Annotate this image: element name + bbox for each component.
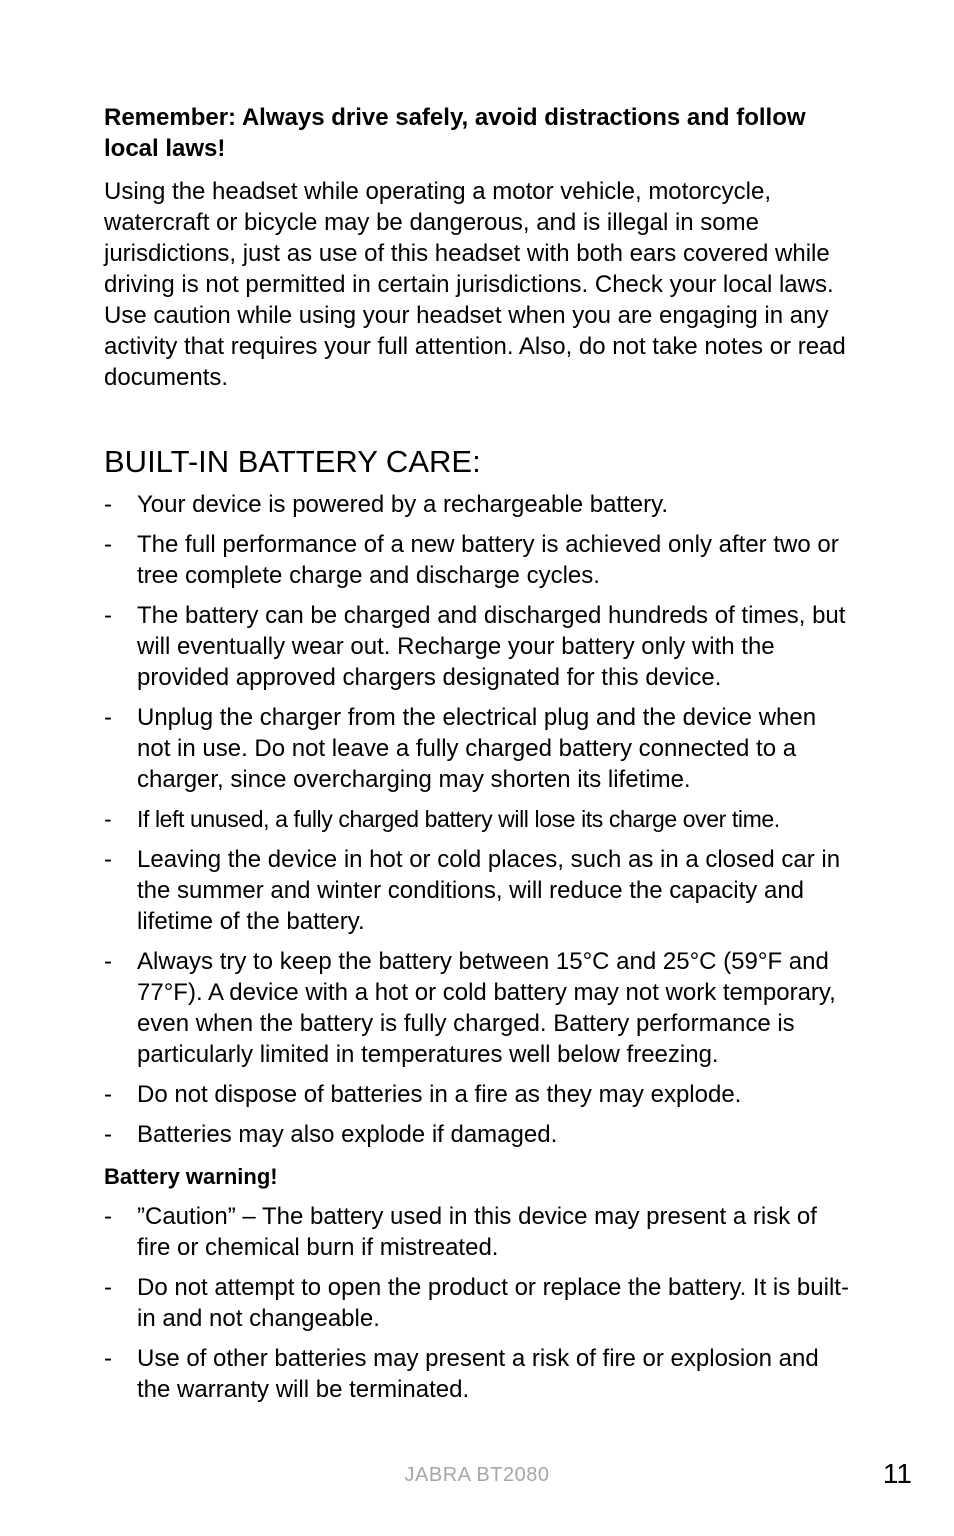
list-item-text: If left unused, a fully charged battery will lose its charge over time. <box>137 806 780 832</box>
list-item-text: Batteries may also explode if damaged. <box>137 1121 558 1148</box>
list-item-text: Your device is powered by a rechargeable battery. <box>137 491 668 518</box>
list-item <box>104 1272 849 1334</box>
bullet-dash: - <box>104 491 112 518</box>
footer-brand: JABRA BT2080 <box>404 1464 550 1486</box>
bullet-dash: - <box>104 704 112 731</box>
battery-care-heading: BUILT-IN BATTERY CARE: <box>104 444 481 479</box>
list-item <box>104 702 849 795</box>
remember-paragraph: Using the headset while operating a motor vehicle, motorcycle, watercraft or bicycle may be dangerous, and is illegal in some jurisdictions, just as use of this headset with both ears covered while driving is not permitted in certain jurisdictions. Check your local laws. Use caution while using your headset when you are engaging in any activity that requires your full attention. Also, do not take notes or read documents. <box>104 178 846 391</box>
list-item <box>104 1079 849 1110</box>
list-item-text: The full performance of a new battery is achieved only after two or tree complete charge and discharge cycles. <box>137 531 839 589</box>
list-item <box>104 844 849 937</box>
page-number: 11 <box>882 1458 912 1489</box>
battery-care-list <box>104 489 849 1150</box>
battery-warning-title: Battery warning! <box>104 1164 278 1189</box>
list-item-text: Always try to keep the battery between 15°C and 25°C (59°F and 77°F). A device with a hot or cold battery may not work temporary, even when the battery is fully charged. Battery performance is particularly limited in temperatures well below freezing. <box>137 948 836 1068</box>
list-item-text: The battery can be charged and discharged hundreds of times, but will eventually wear out. Recharge your battery only with the provided approved chargers designated for this device. <box>137 602 846 691</box>
list-item-text: Leaving the device in hot or cold places, such as in a closed car in the summer and winter conditions, will reduce the capacity and lifetime of the battery. <box>137 846 841 935</box>
list-item <box>104 1201 849 1263</box>
page-content <box>104 102 849 1414</box>
bullet-dash: - <box>104 1274 112 1301</box>
list-item <box>104 1119 849 1150</box>
bullet-dash: - <box>104 806 112 832</box>
bullet-dash: - <box>104 1203 112 1230</box>
bullet-dash: - <box>104 948 112 975</box>
bullet-dash: - <box>104 531 112 558</box>
list-item-text: Do not dispose of batteries in a fire as they may explode. <box>137 1081 742 1108</box>
list-item-text: Unplug the charger from the electrical plug and the device when not in use. Do not leave a fully charged battery connected to a charger, since overcharging may shorten its lifetime. <box>137 704 817 793</box>
bullet-dash: - <box>104 1081 112 1108</box>
list-item <box>104 946 849 1070</box>
bullet-dash: - <box>104 846 112 873</box>
remember-title: Remember: Always drive safely, avoid distractions and follow local laws! <box>104 104 806 162</box>
list-item <box>104 529 849 591</box>
list-item <box>104 1343 849 1405</box>
bullet-dash: - <box>104 1121 112 1148</box>
list-item-text: Do not attempt to open the product or replace the battery. It is built-in and not changeable. <box>137 1274 849 1332</box>
list-item <box>104 600 849 693</box>
list-item <box>104 489 849 520</box>
battery-warning-list <box>104 1201 849 1405</box>
list-item <box>104 804 849 835</box>
list-item-text: ”Caution” – The battery used in this device may present a risk of fire or chemical burn if mistreated. <box>137 1203 817 1261</box>
list-item-text: Use of other batteries may present a risk of fire or explosion and the warranty will be terminated. <box>137 1345 819 1403</box>
bullet-dash: - <box>104 1345 112 1372</box>
bullet-dash: - <box>104 602 112 629</box>
